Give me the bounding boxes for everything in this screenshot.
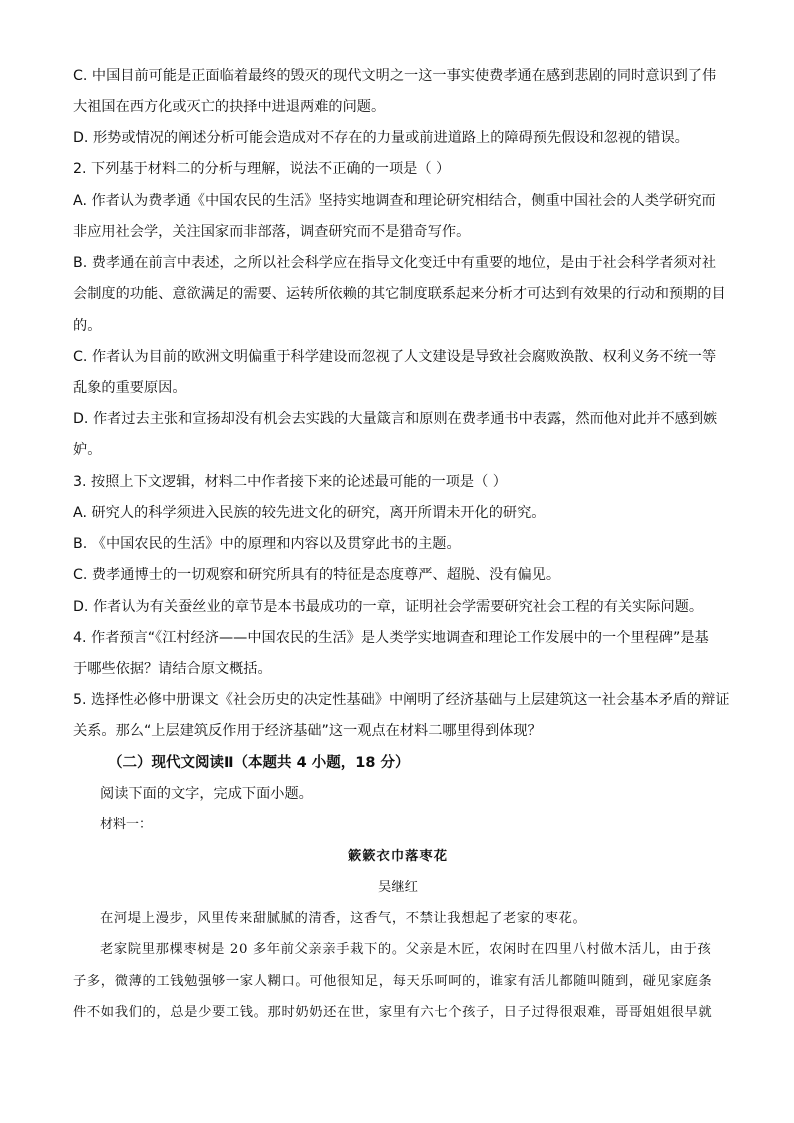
q2-option-b-line-3: 的。 xyxy=(73,318,102,334)
q2-option-d-line-2: 妒。 xyxy=(73,442,102,458)
q2-option-d-line-1: D. 作者过去主张和宣扬却没有机会去实践的大量箴言和原则在费孝通书中表露，然而他对此并不感到嫉 xyxy=(73,411,718,427)
story-paragraph-2-line-2: 子多，微薄的工钱勉强够一家人糊口。可他很知足，每天乐呵呵的，谁家有活儿都随叫随到，碰见家庭条 xyxy=(73,974,713,989)
q5-line-2: 关系。那么“上层建筑反作用于经济基础”这一观点在材料二哪里得到体现？ xyxy=(73,723,542,739)
q1-option-c-line-1: C. 中国目前可能是正面临着最终的毁灭的现代文明之一这一事实使费孝通在感到悲剧的同时意识到了伟 xyxy=(73,68,717,84)
story-author: 吴继红 xyxy=(378,880,418,895)
q3-option-a: A. 研究人的科学须进入民族的较先进文化的研究，离开所谓未开化的研究。 xyxy=(73,505,546,521)
story-paragraph-1: 在河堤上漫步，风里传来甜腻腻的清香，这香气，不禁让我想起了老家的枣花。 xyxy=(100,911,587,926)
q3-option-c: C. 费孝通博士的一切观察和研究所具有的特征是态度尊严、超脱、没有偏见。 xyxy=(73,567,561,583)
q4-line-2: 于哪些依据？请结合原文概括。 xyxy=(73,661,272,677)
q2-option-a-line-1: A. 作者认为费孝通《中国农民的生活》坚持实地调查和理论研究相结合，侧重中国社会的人类学研究而 xyxy=(73,193,716,209)
material-label: 材料一： xyxy=(100,817,153,832)
q3-stem: 3. 按照上下文逻辑，材料二中作者接下来的论述最可能的一项是（ ） xyxy=(73,474,507,490)
story-title: 簌簌衣巾落枣花 xyxy=(347,849,449,864)
q2-option-c-line-2: 乱象的重要原因。 xyxy=(73,380,187,396)
story-paragraph-2-line-1: 老家院里那棵枣树是 20 多年前父亲亲手栽下的。父亲是木匠，农闲时在四里八村做木活儿，由于孩 xyxy=(100,942,712,957)
q2-stem: 2. 下列基于材料二的分析与理解，说法不正确的一项是（ ） xyxy=(73,161,451,177)
q5-line-1: 5. 选择性必修中册课文《社会历史的决定性基础》中阐明了经济基础与上层建筑这一社会基本矛盾的辩证 xyxy=(73,692,730,708)
q1-option-c-line-2: 大祖国在西方化或灭亡的抉择中进退两难的问题。 xyxy=(73,99,386,115)
q2-option-b-line-2: 会制度的功能、意欲满足的需要、运转所依赖的其它制度联系起来分析才可达到有效果的行动和预期的目 xyxy=(73,286,726,302)
q3-option-d: D. 作者认为有关蚕丝业的章节是本书最成功的一章，证明社会学需要研究社会工程的有关实际问题。 xyxy=(73,599,704,615)
q2-option-b-line-1: B. 费孝通在前言中表述，之所以社会科学应在指导文化变迁中有重要的地位，是由于社会科学者须对社 xyxy=(73,255,717,271)
q2-option-c-line-1: C. 作者认为目前的欧洲文明偏重于科学建设而忽视了人文建设是导致社会腐败涣散、权利义务不统一等 xyxy=(73,349,717,365)
story-paragraph-2-line-3: 件不如我们的，总是少要工钱。那时奶奶还在世，家里有六七个孩子，日子过得很艰难，哥哥姐姐很早就 xyxy=(73,1005,713,1020)
q1-option-d: D. 形势或情况的阐述分析可能会造成对不存在的力量或前进道路上的障碍预先假设和忽视的错误。 xyxy=(73,130,689,146)
instruction: 阅读下面的文字，完成下面小题。 xyxy=(100,786,313,802)
q3-option-b: B. 《中国农民的生活》中的原理和内容以及贯穿此书的主题。 xyxy=(73,536,461,552)
q2-option-a-line-2: 非应用社会学，关注国家而非部落，调查研究而不是猎奇写作。 xyxy=(73,224,471,240)
section-heading: （二）现代文阅读Ⅱ（本题共 4 小题，18 分） xyxy=(108,755,410,771)
q4-line-1: 4. 作者预言“《江村经济——中国农民的生活》是人类学实地调查和理论工作发展中的一个里程碑”是基 xyxy=(73,630,709,646)
